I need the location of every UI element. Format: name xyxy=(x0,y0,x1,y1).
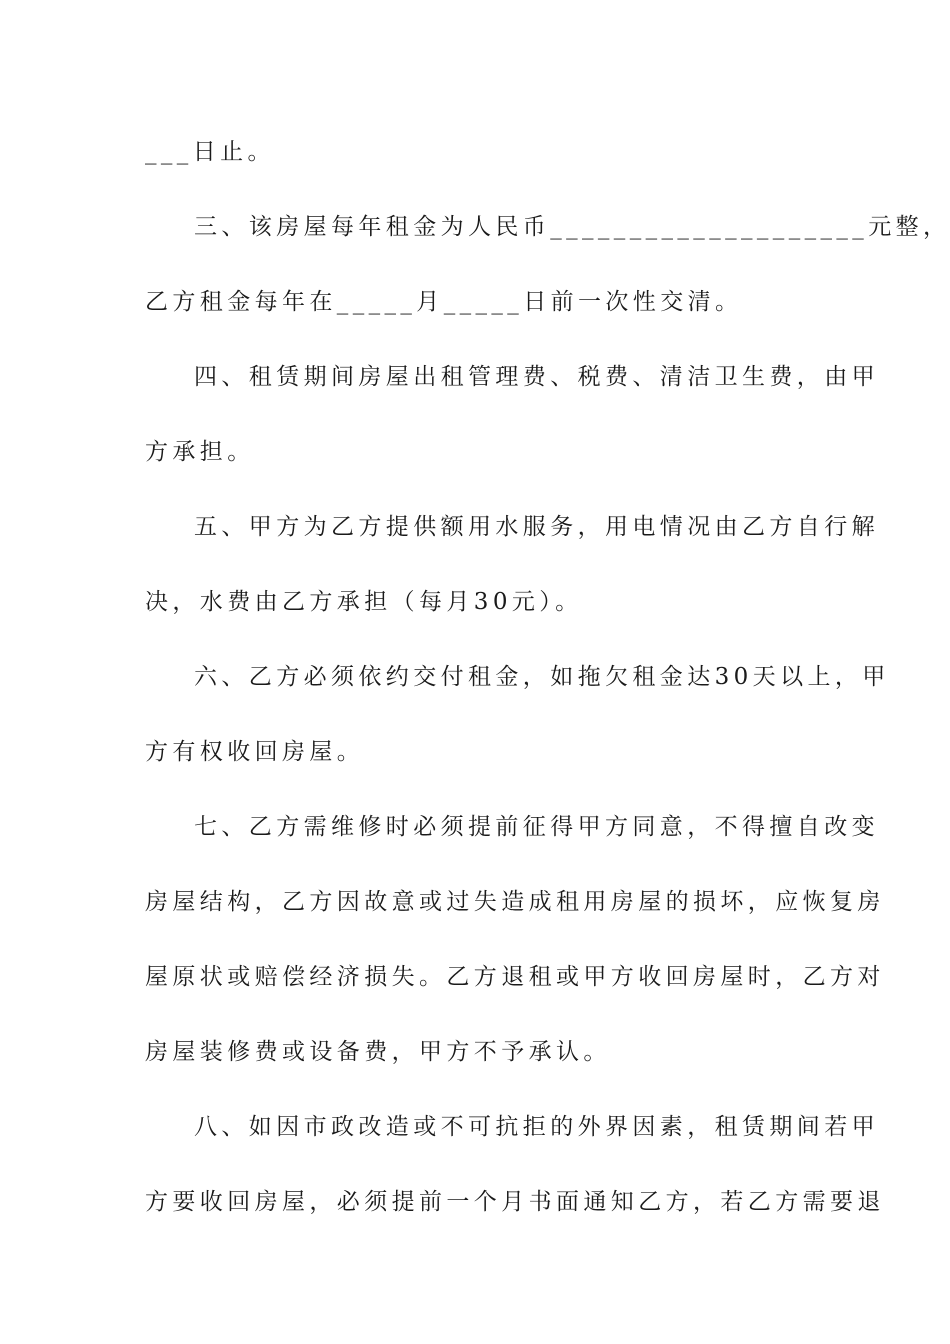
clause-7-line-1: 七、乙方需维修时必须提前征得甲方同意，不得擅自改变 xyxy=(194,814,879,840)
clause-7-line-4: 房屋装修费或设备费，甲方不予承认。 xyxy=(145,1039,611,1065)
clause-7-line-2: 房屋结构，乙方因故意或过失造成租用房屋的损坏，应恢复房 xyxy=(145,889,885,915)
clause-5-line-1: 五、甲方为乙方提供额用水服务，用电情况由乙方自行解 xyxy=(194,514,879,540)
clause-7-line-3: 屋原状或赔偿经济损失。乙方退租或甲方收回房屋时，乙方对 xyxy=(145,964,885,990)
clause-3-line-1: 三、该房屋每年租金为人民币____________________元整， xyxy=(194,214,950,240)
clause-3-line-2: 乙方租金每年在_____月_____日前一次性交清。 xyxy=(145,289,743,315)
text-line-1: ___日止。 xyxy=(145,139,275,165)
clause-8-line-2: 方要收回房屋，必须提前一个月书面通知乙方，若乙方需要退 xyxy=(145,1189,885,1215)
clause-8-line-1: 八、如因市政改造或不可抗拒的外界因素，租赁期间若甲 xyxy=(194,1114,879,1140)
clause-6-line-1: 六、乙方必须依约交付租金，如拖欠租金达30天以上，甲 xyxy=(194,664,890,690)
clause-4-line-2: 方承担。 xyxy=(145,439,255,465)
clause-4-line-1: 四、租赁期间房屋出租管理费、税费、清洁卫生费，由甲 xyxy=(194,364,879,390)
clause-6-line-2: 方有权收回房屋。 xyxy=(145,739,365,765)
clause-5-line-2: 决，水费由乙方承担（每月30元）。 xyxy=(145,589,583,615)
